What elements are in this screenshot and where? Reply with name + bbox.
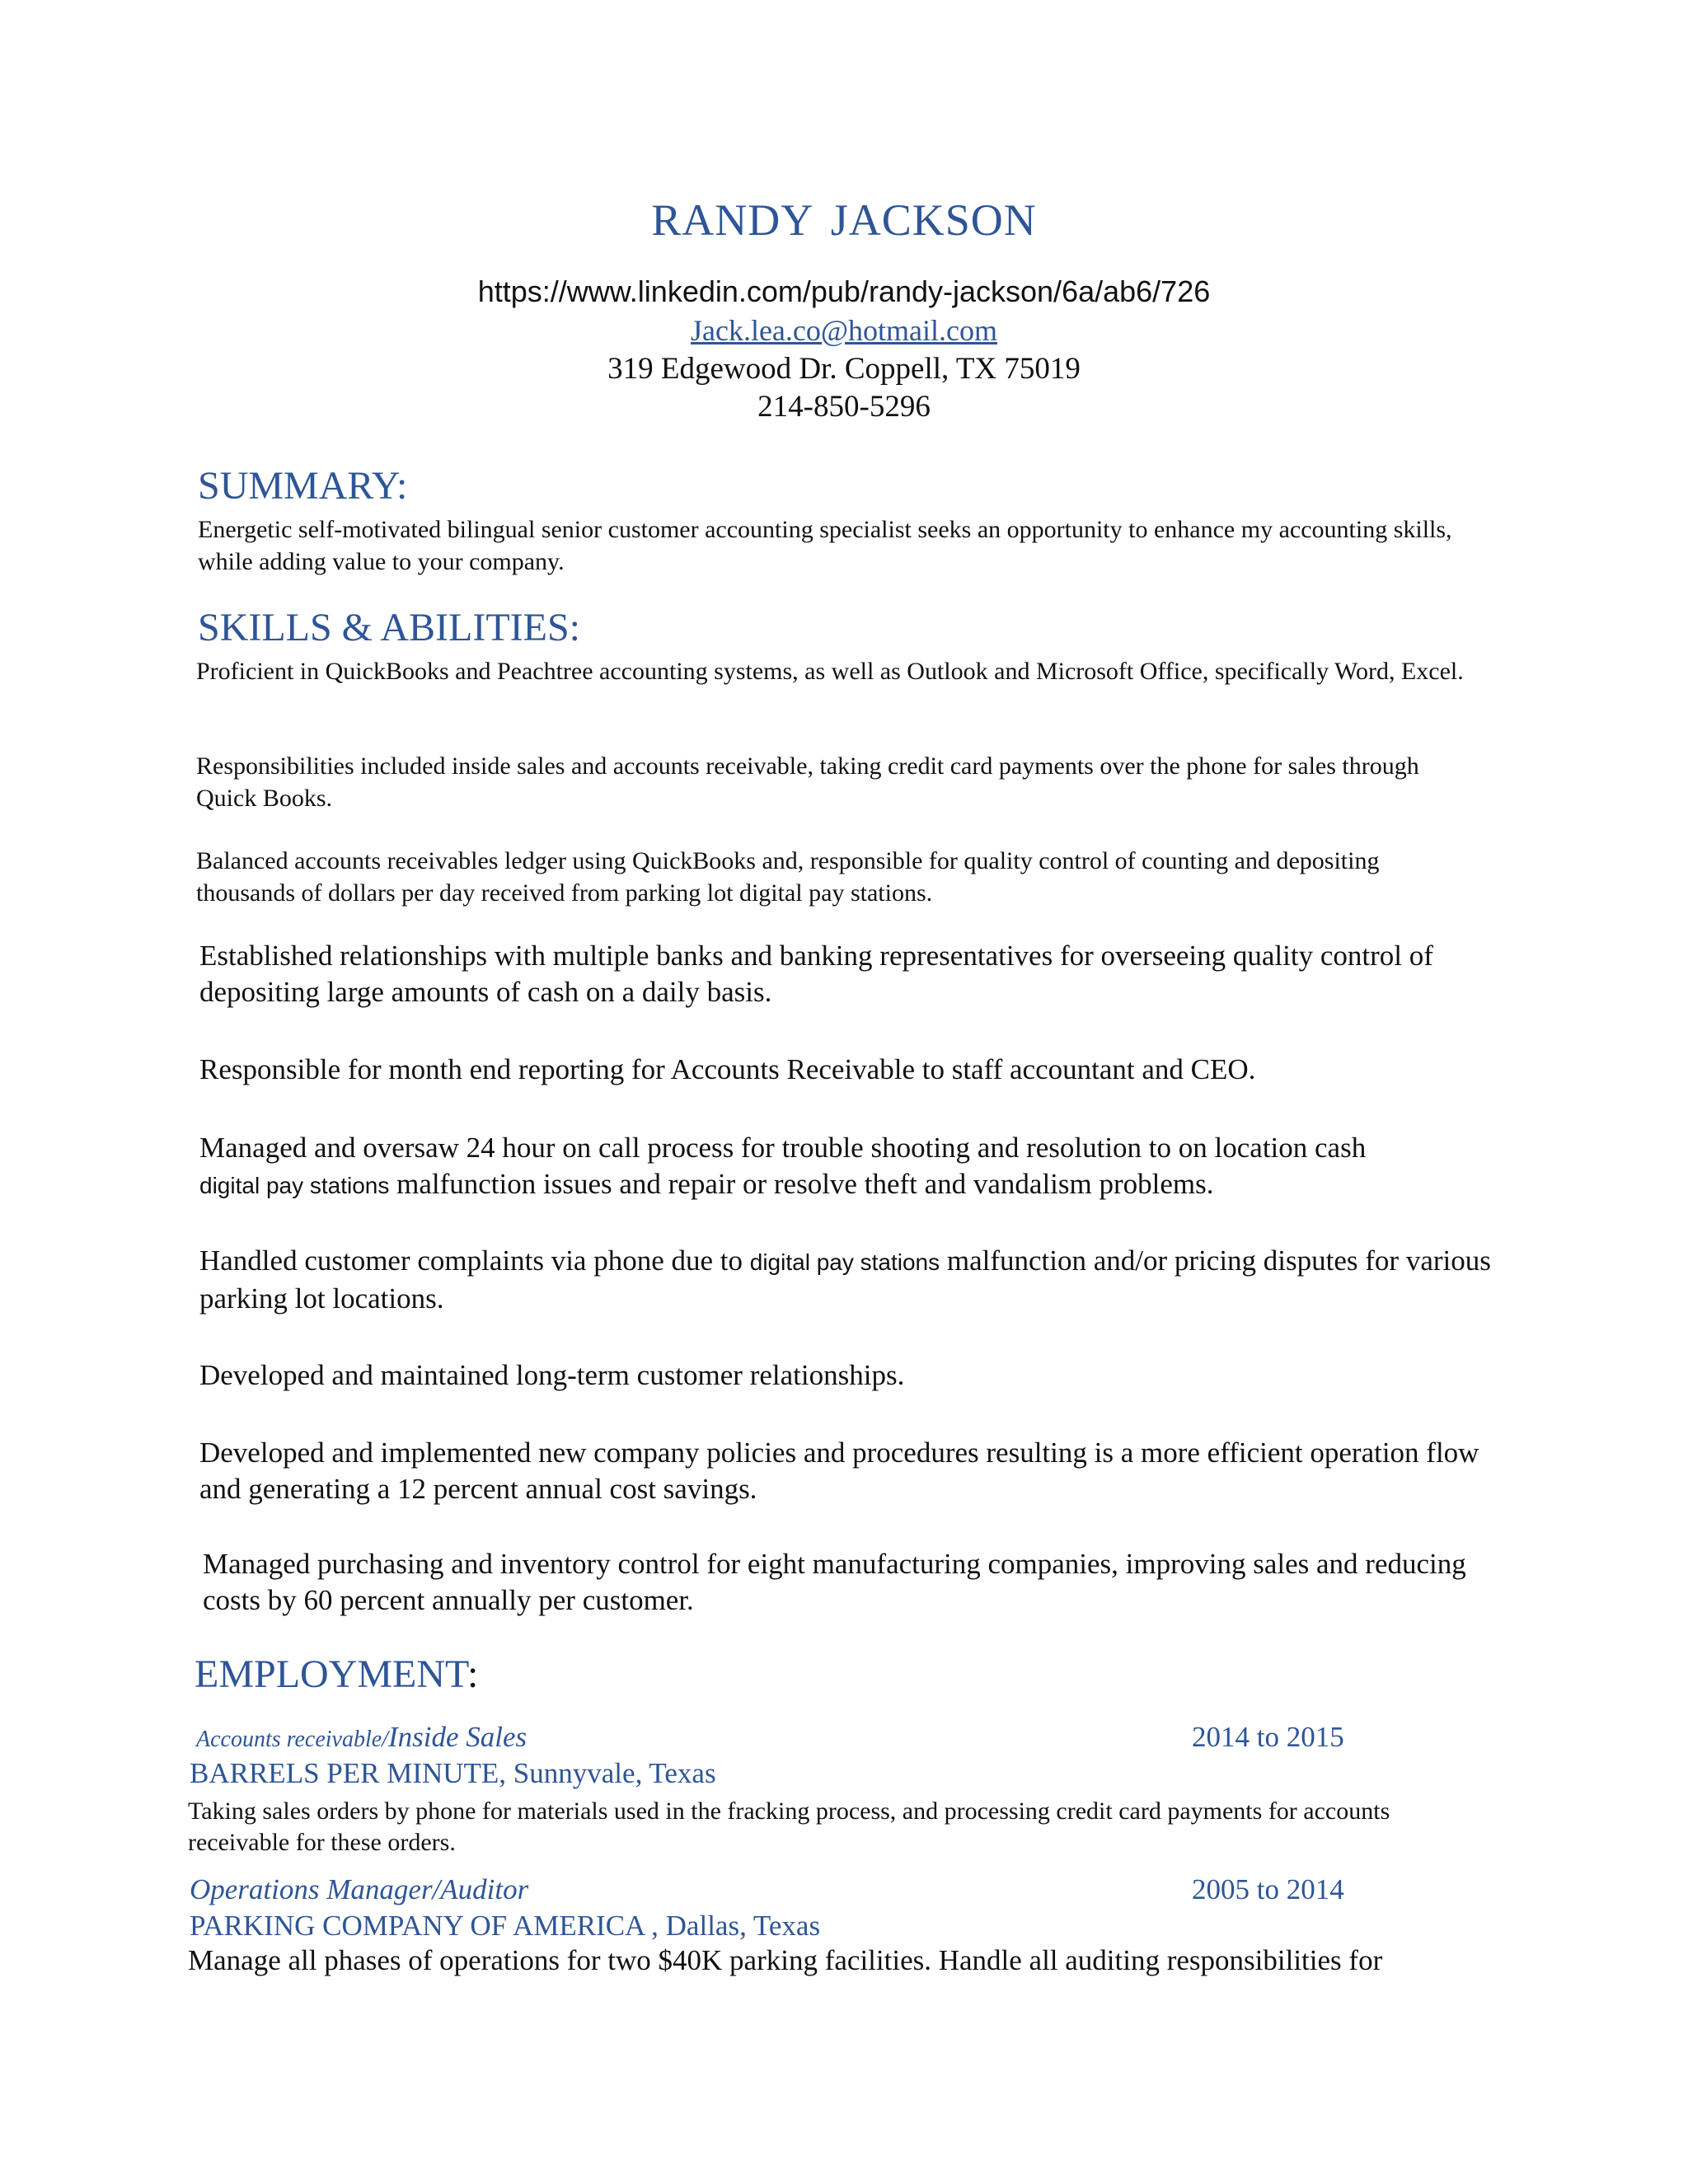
job-title-main: Inside Sales — [387, 1721, 528, 1753]
job-title — [196, 1721, 527, 1754]
skill-item: Managed and oversaw 24 hour on call process for trouble shooting and resolution to on location cash — [199, 1132, 1367, 1164]
skill-item: Managed purchasing and inventory control for eight manufacturing companies, improving sales and reducing costs by 60 percent annually per customer. — [203, 1548, 1466, 1616]
skill-item: Developed and implemented new company policies and procedures resulting is a more efficient operation flow and generating a 12 percent annual cost savings. — [199, 1436, 1479, 1505]
employment-heading-colon: : — [467, 1652, 479, 1696]
job-dates: 2014 to 2015 — [1192, 1721, 1344, 1753]
inline-phrase: digital pay stations — [749, 1249, 940, 1275]
skill-item — [199, 1243, 1502, 1317]
inline-phrase: Handled customer complaints via phone due to — [199, 1244, 743, 1277]
job-dates: 2005 to 2014 — [1192, 1873, 1344, 1905]
candidate-name: RANDY JACKSON — [651, 195, 1037, 245]
phone-number: 214-850-5296 — [757, 390, 931, 424]
inline-phrase: malfunction and/or pricing disputes for various parking lot locations. — [199, 1244, 1491, 1315]
skill-item: Developed and maintained long-term customer relationships. — [199, 1359, 905, 1391]
email-link[interactable]: Jack.lea.co@hotmail.com — [690, 314, 998, 347]
job-description: Taking sales orders by phone for materials used in the fracking process, and processing credit card payments for accounts receivable for these orders. — [188, 1797, 1390, 1856]
company-name: PARKING COMPANY OF AMERICA , Dallas, Texas — [190, 1910, 821, 1942]
address: 319 Edgewood Dr. Coppell, TX 75019 — [607, 352, 1081, 386]
skill-item: Responsibilities included inside sales and accounts receivable, taking credit card payments over the phone for sales through Quick Books. — [196, 752, 1419, 812]
employment-heading-text: EMPLOYMENT — [195, 1652, 467, 1696]
inline-phrase: malfunction issues and repair or resolve theft and vandalism problems. — [396, 1168, 1214, 1200]
summary-heading: SUMMARY: — [198, 464, 408, 508]
skill-item: Established relationships with multiple banks and banking representatives for overseeing quality control of depositing large amounts of cash on a daily basis. — [199, 940, 1433, 1008]
inline-phrase: digital pay stations — [199, 1173, 390, 1198]
skills-heading: SKILLS & ABILITIES: — [198, 606, 580, 649]
job-title-prefix: Accounts receivable/ — [196, 1727, 388, 1752]
job-title: Operations Manager/Auditor — [190, 1873, 529, 1905]
skill-item: Balanced accounts receivables ledger using QuickBooks and, responsible for quality control of counting and depositing thousands of dollars per day received from parking lot digital pay stations. — [196, 847, 1380, 907]
summary-text: Energetic self-motivated bilingual senior customer accounting specialist seeks an opportunity to enhance my accounting skills, while adding value to your company. — [198, 516, 1452, 575]
skill-item: Proficient in QuickBooks and Peachtree accounting systems, as well as Outlook and Microsoft Office, specifically Word, Excel. — [196, 658, 1464, 685]
skill-item: Responsible for month end reporting for Accounts Receivable to staff accountant and CEO. — [199, 1053, 1256, 1085]
skill-item-continued — [199, 1166, 1502, 1204]
job-description: Manage all phases of operations for two $40K parking facilities. Handle all auditing responsibilities for — [188, 1944, 1383, 1976]
linkedin-url[interactable]: https://www.linkedin.com/pub/randy-jackson/6a/ab6/726 — [477, 274, 1211, 308]
employment-heading — [195, 1652, 478, 1697]
company-name: BARRELS PER MINUTE, Sunnyvale, Texas — [190, 1757, 716, 1789]
